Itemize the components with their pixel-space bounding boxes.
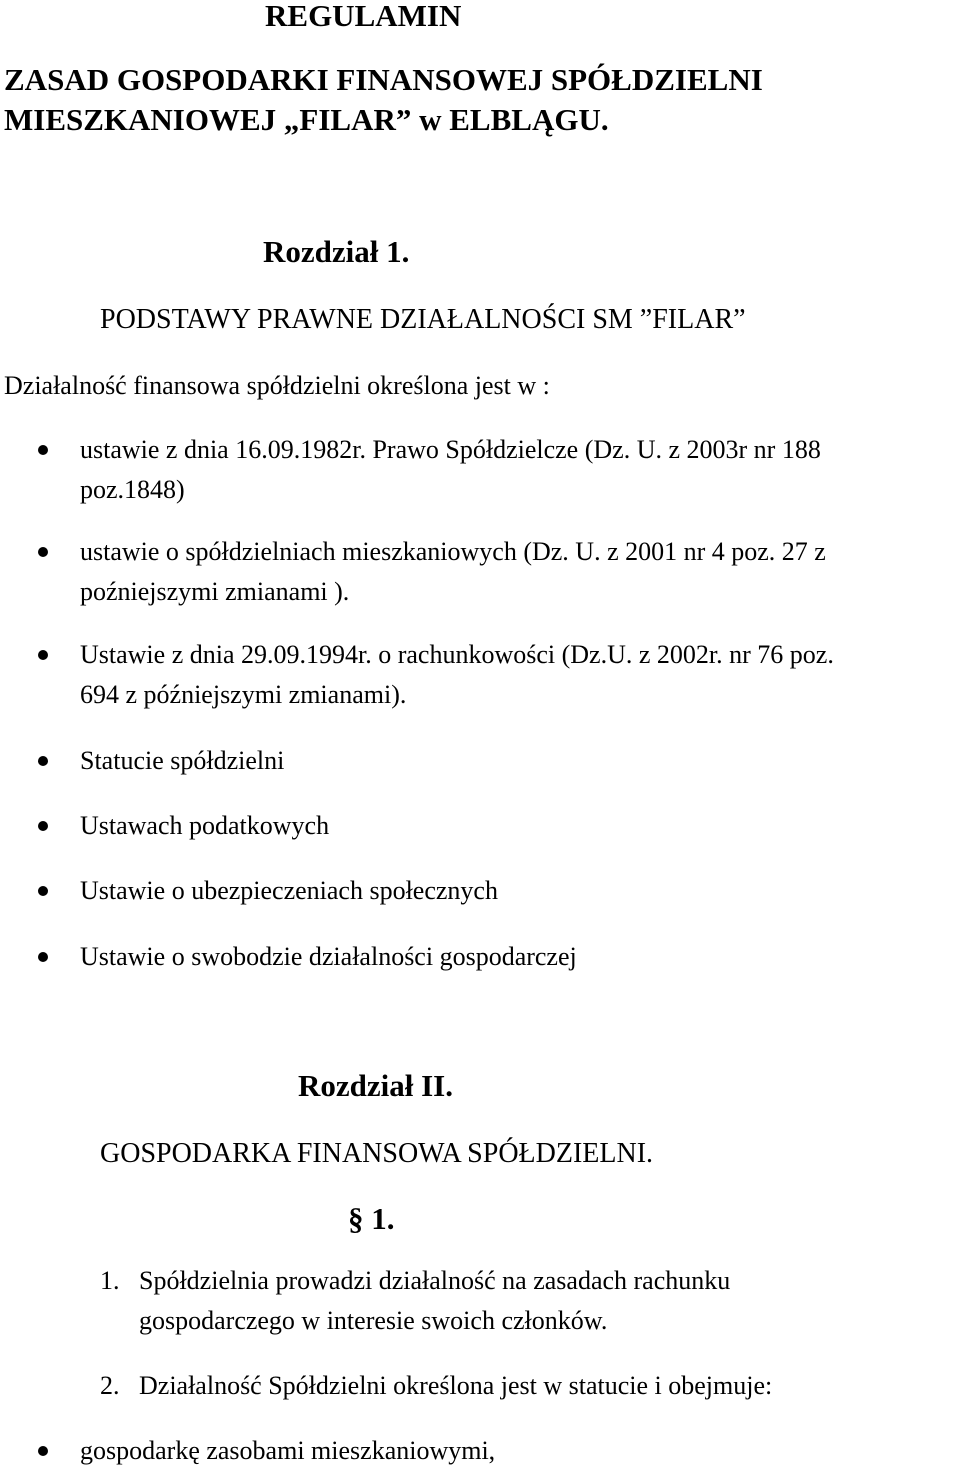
list-item-line1: ustawie z dnia 16.09.1982r. Prawo Spółdzielcze (Dz. U. z 2003r nr 188 (80, 435, 821, 464)
list-item-line2: poz.1848) (80, 475, 185, 504)
list-item-line1: Ustawie o swobodzie działalności gospodarczej (80, 942, 577, 971)
bullet-icon (38, 547, 48, 557)
document-title: REGULAMIN (265, 0, 462, 33)
bullet-icon (38, 886, 48, 896)
list-item-line1: Ustawie z dnia 29.09.1994r. o rachunkowości (Dz.U. z 2002r. nr 76 poz. (80, 640, 834, 669)
document-subtitle-line2: MIESZKANIOWEJ „FILAR” w ELBLĄGU. (4, 102, 609, 137)
bullet-icon (38, 1446, 48, 1456)
list-item-line1: Ustawach podatkowych (80, 811, 330, 840)
chapter1-intro: Działalność finansowa spółdzielni określona jest w : (4, 371, 550, 400)
list-item-line2: poźniejszymi zmianami ). (80, 577, 350, 606)
bullet-icon (38, 821, 48, 831)
item-line2: gospodarczego w interesie swoich członków. (139, 1306, 608, 1335)
document-subtitle-line1: ZASAD GOSPODARKI FINANSOWEJ SPÓŁDZIELNI (4, 62, 763, 97)
bullet-icon (38, 445, 48, 455)
bullet-icon (38, 756, 48, 766)
item-number: 1. (100, 1266, 120, 1295)
chapter2-title: GOSPODARKA FINANSOWA SPÓŁDZIELNI. (100, 1138, 654, 1169)
item-line1: Działalność Spółdzielni określona jest w statucie i obejmuje: (139, 1371, 773, 1400)
bullet-icon (38, 650, 48, 660)
item-number: 2. (100, 1371, 120, 1400)
chapter2-heading: Rozdział II. (298, 1068, 453, 1103)
chapter1-heading: Rozdział 1. (263, 234, 410, 269)
list-item-line1: gospodarkę zasobami mieszkaniowymi, (80, 1436, 496, 1465)
list-item-line1: Statucie spółdzielni (80, 746, 285, 775)
section-number: § 1. (348, 1201, 395, 1236)
list-item-line1: Ustawie o ubezpieczeniach społecznych (80, 876, 498, 905)
chapter1-title: PODSTAWY PRAWNE DZIAŁALNOŚCI SM ”FILAR” (100, 304, 746, 335)
bullet-icon (38, 952, 48, 962)
item-line1: Spółdzielnia prowadzi działalność na zasadach rachunku (139, 1266, 731, 1295)
list-item-line1: ustawie o spółdzielniach mieszkaniowych (Dz. U. z 2001 nr 4 poz. 27 z (80, 537, 826, 566)
list-item-line2: 694 z późniejszymi zmianami). (80, 680, 407, 709)
